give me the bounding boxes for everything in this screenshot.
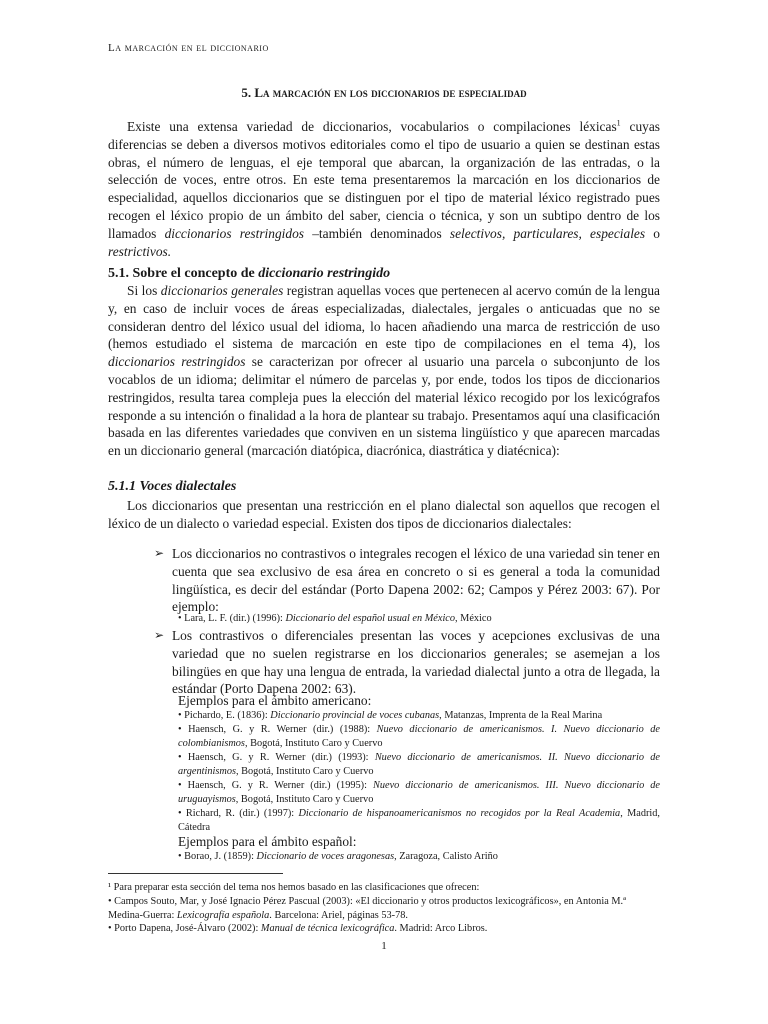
page-number: 1 bbox=[381, 940, 387, 952]
reference-item: • Borao, J. (1859): Diccionario de voces aragonesas, Zaragoza, Calisto Ariño bbox=[178, 851, 498, 862]
intro-paragraph: Existe una extensa variedad de diccionarios, vocabularios o compilaciones léxicas$^1$ cuyas diferencias se deben a diversos motivos editoriales como el tipo de usuario a quien se destinan estas obras, el número de lenguas, el eje temporal que abarcan, la organización de las entradas, o la selección de voces, entre otros. En este tema presentaremos la marcación en los diccionarios de especialidad, aquellos diccionarios que se distinguen por el tipo de material léxico registrado pues recogen el léxico propio de un ámbito del saber, ciencia o técnica, y son un subtipo dentro de los llamados diccionarios restringidos –también denominados selectivos, particulares, especiales o restrictivos. bbox=[108, 118, 660, 259]
running-header: La marcación en el diccionario bbox=[108, 42, 269, 54]
reference-item: • Richard, R. (dir.) (1997): Diccionario de hispanoamericanismos no recogidos por la Real Academia, Madrid, Cátedra bbox=[178, 808, 660, 833]
footnote-reference: • Campos Souto, Mar, y José Ignacio Pérez Pascual (2003): «El diccionario y otros productos lexicográficos», en Antonia M.ª Medina-Guerra: Lexicografía española. Barcelona: Ariel, páginas 53-78. bbox=[108, 896, 626, 921]
reference-item: • Haensch, G. y R. Werner (dir.) (1993): Nuevo diccionario de americanismos. II. Nuevo diccionario de argentinismos, Bogotá, Instituto Caro y Cuervo bbox=[178, 752, 661, 777]
bullet-non-contrastive: ➢ Los diccionarios no contrastivos o integrales recogen el léxico de una variedad sin tener en cuenta que sea exclusivo de esa área en concreto o si es general a toda la comunidad lingüística, es decir del estándar (Porto Dapena 2002: 62; Campos y Pérez 2003: 67). Por ejemplo: bbox=[154, 546, 660, 615]
footnote-intro: ¹ Para preparar esta sección del tema nos hemos basado en las clasificaciones que ofrecen: bbox=[108, 882, 480, 893]
bullet-contrastive: ➢ Los contrastivos o diferenciales presentan las voces y acepciones exclusivas de una variedad que no suelen registrarse en los diccionarios generales; se asemejan a los bilingües en que hay una lengua de entrada, la variedad dialectal junto a otra de llegada, la estándar (Porto Dapena 2002: 63). bbox=[154, 628, 660, 697]
arrow-bullet-icon: ➢ bbox=[154, 546, 165, 560]
subsection-heading-5-1-1: 5.1.1 Voces dialectales bbox=[108, 479, 237, 494]
arrow-bullet-icon: ➢ bbox=[154, 628, 165, 642]
examples-label-american: Ejemplos para el ámbito americano: bbox=[178, 693, 372, 708]
reference-item: • Lara, L. F. (dir.) (1996): Diccionario del español usual en México, México bbox=[178, 613, 492, 624]
reference-item: • Haensch, G. y R. Werner (dir.) (1988): Nuevo diccionario de americanismos. I. Nuevo diccionario de colombianismos, Bogotá, Instituto Caro y Cuervo bbox=[178, 724, 660, 749]
footnote-mark[interactable]: 1 bbox=[616, 118, 621, 128]
examples-label-spanish: Ejemplos para el ámbito español: bbox=[178, 834, 357, 849]
section-title: 5. La marcación en los diccionarios de especialidad bbox=[241, 85, 527, 100]
reference-item: • Pichardo, E. (1836): Diccionario provincial de voces cubanas, Matanzas, Imprenta de la Real Marina bbox=[178, 710, 603, 721]
footnote-reference: • Porto Dapena, José-Álvaro (2002): Manual de técnica lexicográfica. Madrid: Arco Libros. bbox=[108, 923, 488, 934]
subsection-heading-5-1: 5.1. Sobre el concepto de diccionario restringido bbox=[108, 266, 391, 281]
reference-item: • Haensch, G. y R. Werner (dir.) (1995): Nuevo diccionario de americanismos. III. Nuevo diccionario de uruguayismos, Bogotá, Instituto Caro y Cuervo bbox=[178, 780, 661, 805]
paragraph-dialectal: Los diccionarios que presentan una restricción en el plano dialectal son aquellos que recogen el léxico de un dialecto o variedad especial. Existen dos tipos de diccionarios dialectales: bbox=[108, 498, 660, 531]
paragraph-restricted-dictionary: Si los diccionarios generales registran aquellas voces que pertenecen al acervo común de la lengua y, en caso de incluir voces de áreas especializadas, dialectales, jergales o anticuadas que no se consideran dentro del léxico usual del idioma, lo hacen añadiendo una marca de restricción de uso (hemos estudiado el sistema de marcación en este tipo de compilaciones en el tema 4), los diccionarios restringidos se caracterizan por ofrecer al usuario una parcela o subconjunto de los vocablos de un idioma; delimitar el número de parcelas y, por ende, todos los tipos de diccionarios restringidos, resulta tarea compleja pues la elección del material léxico recogido por los lexicógrafos responde a su intención o finalidad a la hora de plantear su trabajo. Presentamos aquí una clasificación basada en las diferentes variedades que conviven en un sistema lingüístico y que aparecen marcadas en un diccionario general (marcación diatópica, diacrónica, diastrática y diatécnica): bbox=[108, 283, 660, 459]
footnote-separator bbox=[108, 873, 283, 874]
